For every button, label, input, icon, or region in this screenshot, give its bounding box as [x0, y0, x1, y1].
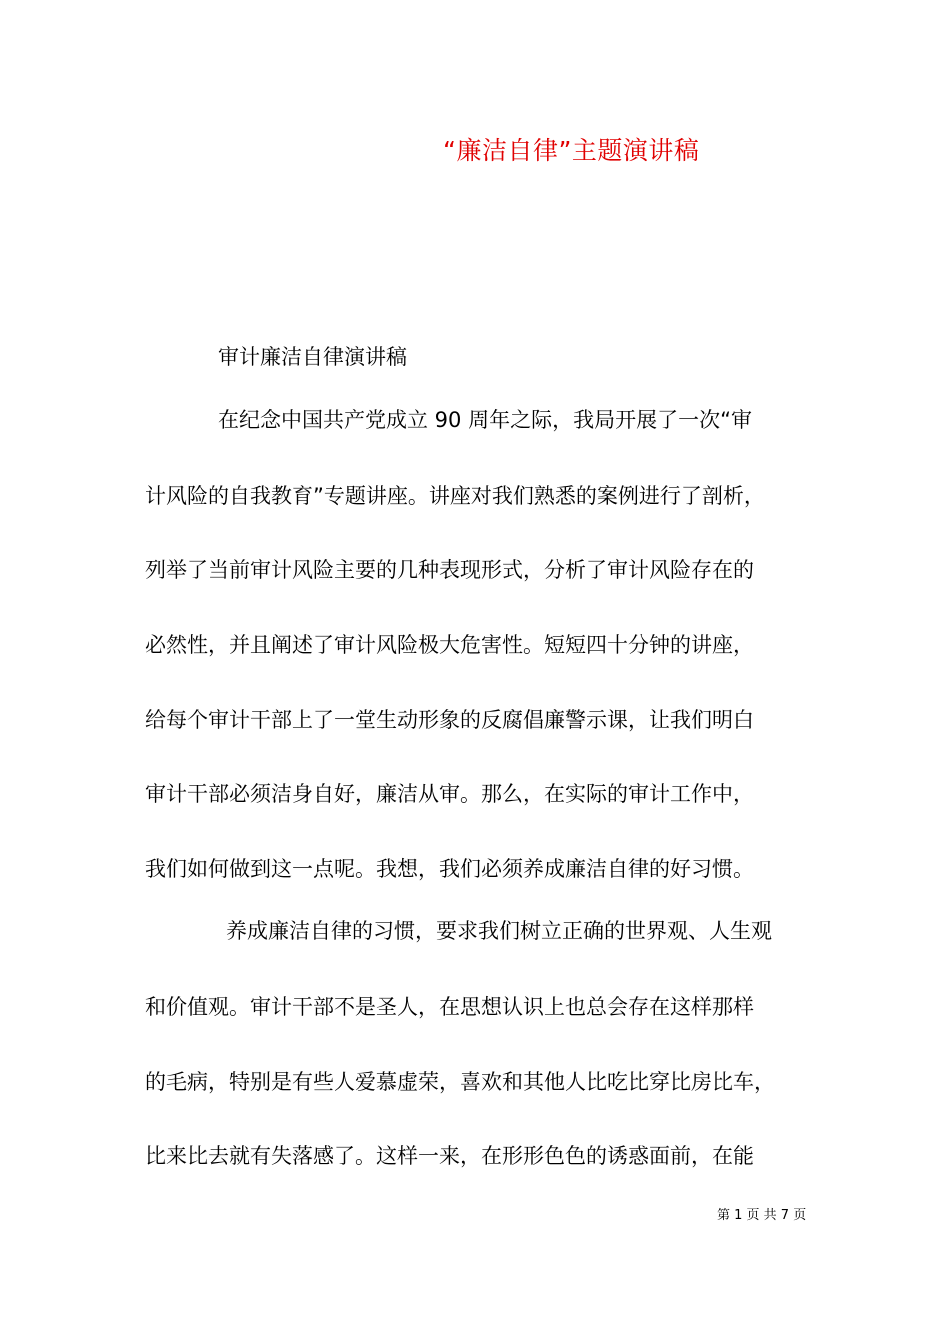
body-line-9: 和价值观。审计干部不是圣人，在思想认识上也总会存在这样那样 — [145, 995, 754, 1019]
body-line-6: 审计干部必须洁身自好，廉洁从审。那么，在实际的审计工作中， — [145, 782, 754, 806]
body-line-11: 比来比去就有失落感了。这样一来，在形形色色的诱惑面前，在能 — [145, 1144, 754, 1168]
body-line-8: 养成廉洁自律的习惯，要求我们树立正确的世界观、人生观 — [226, 919, 772, 943]
body-line-4: 必然性，并且阐述了审计风险极大危害性。短短四十分钟的讲座， — [145, 633, 754, 657]
document-subtitle: 审计廉洁自律演讲稿 — [218, 345, 407, 369]
document-title: “廉洁自律”主题演讲稿 — [443, 136, 700, 165]
body-line-1: 在纪念中国共产党成立 90 周年之际，我局开展了一次“审 — [218, 408, 752, 432]
body-line-3: 列举了当前审计风险主要的几种表现形式，分析了审计风险存在的 — [145, 558, 754, 582]
body-line-5: 给每个审计干部上了一堂生动形象的反腐倡廉警示课，让我们明白 — [145, 708, 754, 732]
body-line-10: 的毛病，特别是有些人爱慕虚荣，喜欢和其他人比吃比穿比房比车， — [145, 1070, 775, 1094]
page-footer: 第 1 页 共 7 页 — [717, 1208, 807, 1223]
body-line-7: 我们如何做到这一点呢。我想，我们必须养成廉洁自律的好习惯。 — [145, 857, 754, 881]
body-line-2: 计风险的自我教育”专题讲座。讲座对我们熟悉的案例进行了剖析， — [145, 484, 765, 508]
